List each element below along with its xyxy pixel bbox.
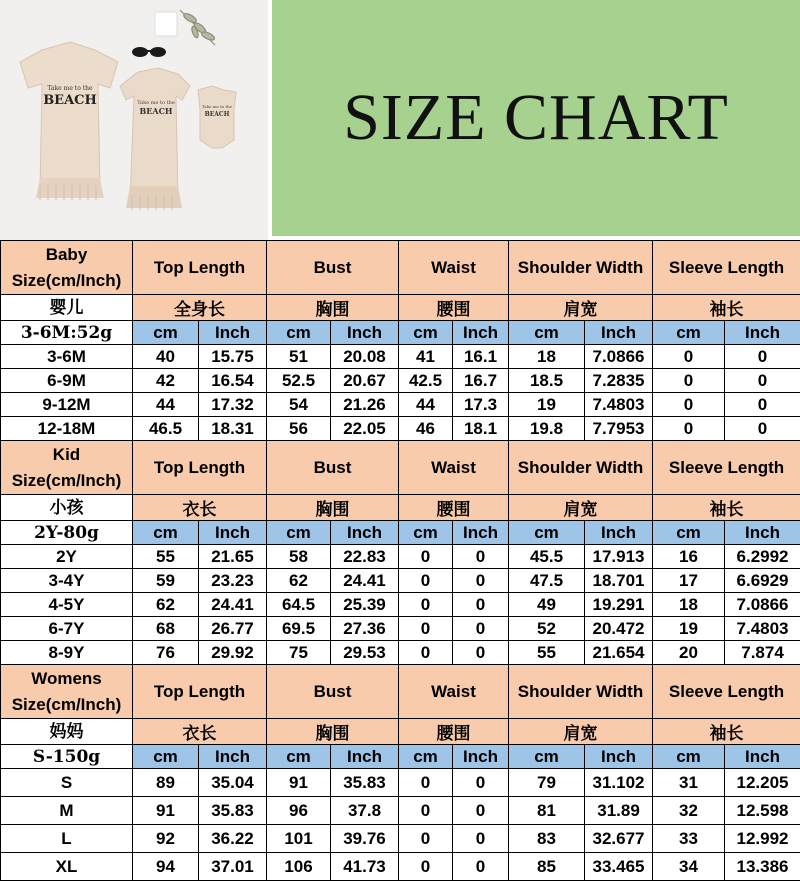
unit-header: cm bbox=[653, 521, 725, 545]
table-cell: 19 bbox=[653, 617, 725, 641]
unit-header: cm bbox=[399, 321, 453, 345]
column-header-cn: 衣长 bbox=[133, 495, 267, 521]
size-label: L bbox=[1, 825, 133, 853]
table-cell: 35.83 bbox=[331, 769, 399, 797]
table-cell: 15.75 bbox=[199, 345, 267, 369]
table-cell: 42.5 bbox=[399, 369, 453, 393]
table-cell: 91 bbox=[267, 769, 331, 797]
table-cell: 31.89 bbox=[585, 797, 653, 825]
unit-header: cm bbox=[133, 321, 199, 345]
product-photo bbox=[0, 0, 268, 240]
table-row bbox=[1, 617, 800, 641]
table-cell: 34 bbox=[653, 853, 725, 881]
table-cell: 18.701 bbox=[585, 569, 653, 593]
column-header: Waist bbox=[399, 241, 509, 295]
svg-text:Take me to the: Take me to the bbox=[137, 100, 175, 106]
section-cn-row bbox=[1, 495, 800, 521]
column-header: Shoulder Width bbox=[509, 665, 653, 719]
table-cell: 32 bbox=[653, 797, 725, 825]
banner-title: SIZE CHART bbox=[343, 80, 729, 156]
table-cell: 92 bbox=[133, 825, 199, 853]
column-header: Shoulder Width bbox=[509, 441, 653, 495]
table-cell: 23.23 bbox=[199, 569, 267, 593]
table-cell: 0 bbox=[399, 825, 453, 853]
baby-romper bbox=[198, 86, 236, 148]
column-header: Sleeve Length bbox=[653, 441, 800, 495]
table-cell: 0 bbox=[399, 545, 453, 569]
size-label: 8-9Y bbox=[1, 641, 133, 665]
section-unit-row bbox=[1, 321, 800, 345]
unit-header: Inch bbox=[585, 521, 653, 545]
column-header-cn: 胸围 bbox=[267, 495, 399, 521]
unit-header: Inch bbox=[453, 521, 509, 545]
section-unit-row bbox=[1, 745, 800, 769]
table-cell: 7.874 bbox=[725, 641, 800, 665]
table-cell: 89 bbox=[133, 769, 199, 797]
table-cell: 51 bbox=[267, 345, 331, 369]
table-cell: 18.31 bbox=[199, 417, 267, 441]
table-cell: 55 bbox=[509, 641, 585, 665]
column-header: Bust bbox=[267, 241, 399, 295]
section-cn-row bbox=[1, 295, 800, 321]
table-cell: 29.92 bbox=[199, 641, 267, 665]
table-cell: 18 bbox=[653, 593, 725, 617]
table-row bbox=[1, 393, 800, 417]
table-row bbox=[1, 345, 800, 369]
table-cell: 13.386 bbox=[725, 853, 800, 881]
table-cell: 16.7 bbox=[453, 369, 509, 393]
column-header-cn: 袖长 bbox=[653, 295, 800, 321]
table-cell: 75 bbox=[267, 641, 331, 665]
table-cell: 21.654 bbox=[585, 641, 653, 665]
size-label: 4-5Y bbox=[1, 593, 133, 617]
unit-header: Inch bbox=[199, 521, 267, 545]
section-cn-label: 婴儿 bbox=[1, 295, 133, 321]
table-cell: 0 bbox=[725, 345, 800, 369]
section-title-line2: Size(cm/Inch) bbox=[1, 468, 132, 494]
table-cell: 21.65 bbox=[199, 545, 267, 569]
table-cell: 55 bbox=[133, 545, 199, 569]
section-title bbox=[1, 441, 133, 495]
table-cell: 42 bbox=[133, 369, 199, 393]
size-label: 6-7Y bbox=[1, 617, 133, 641]
unit-header: Inch bbox=[725, 745, 800, 769]
table-cell: 59 bbox=[133, 569, 199, 593]
table-cell: 24.41 bbox=[331, 569, 399, 593]
table-cell: 44 bbox=[133, 393, 199, 417]
table-cell: 16.1 bbox=[453, 345, 509, 369]
table-cell: 33 bbox=[653, 825, 725, 853]
section-header-row bbox=[1, 441, 800, 495]
table-cell: 41 bbox=[399, 345, 453, 369]
column-header: Bust bbox=[267, 665, 399, 719]
table-cell: 7.0866 bbox=[725, 593, 800, 617]
table-cell: 17 bbox=[653, 569, 725, 593]
table-cell: 7.0866 bbox=[585, 345, 653, 369]
svg-text:BEACH: BEACH bbox=[140, 106, 173, 116]
column-header-cn: 袖长 bbox=[653, 495, 800, 521]
table-cell: 17.32 bbox=[199, 393, 267, 417]
table-cell: 0 bbox=[453, 593, 509, 617]
table-cell: 46.5 bbox=[133, 417, 199, 441]
table-cell: 36.22 bbox=[199, 825, 267, 853]
column-header: Top Length bbox=[133, 441, 267, 495]
table-cell: 31 bbox=[653, 769, 725, 797]
column-header-cn: 肩宽 bbox=[509, 295, 653, 321]
table-row bbox=[1, 369, 800, 393]
table-cell: 68 bbox=[133, 617, 199, 641]
table-cell: 0 bbox=[653, 417, 725, 441]
column-header: Top Length bbox=[133, 241, 267, 295]
unit-header: cm bbox=[133, 521, 199, 545]
table-cell: 0 bbox=[653, 369, 725, 393]
product-illustration bbox=[0, 0, 268, 240]
table-cell: 20.08 bbox=[331, 345, 399, 369]
unit-header: cm bbox=[509, 745, 585, 769]
column-header-cn: 胸围 bbox=[267, 719, 399, 745]
table-cell: 16 bbox=[653, 545, 725, 569]
table-cell: 12.205 bbox=[725, 769, 800, 797]
svg-text:Take me to the: Take me to the bbox=[47, 85, 93, 92]
column-header-cn: 胸围 bbox=[267, 295, 399, 321]
table-row bbox=[1, 797, 800, 825]
table-cell: 0 bbox=[725, 393, 800, 417]
section-cn-row bbox=[1, 719, 800, 745]
section-sub-label: 2Y-80g bbox=[1, 521, 133, 545]
unit-header: Inch bbox=[725, 321, 800, 345]
table-cell: 7.4803 bbox=[585, 393, 653, 417]
table-cell: 19.8 bbox=[509, 417, 585, 441]
size-chart-banner bbox=[272, 0, 800, 236]
unit-header: cm bbox=[267, 321, 331, 345]
section-sub-label: S-150g bbox=[1, 745, 133, 769]
table-cell: 0 bbox=[399, 797, 453, 825]
table-cell: 76 bbox=[133, 641, 199, 665]
unit-header: Inch bbox=[453, 321, 509, 345]
section-header-row bbox=[1, 665, 800, 719]
table-row bbox=[1, 593, 800, 617]
table-cell: 25.39 bbox=[331, 593, 399, 617]
table-cell: 45.5 bbox=[509, 545, 585, 569]
unit-header: Inch bbox=[331, 321, 399, 345]
size-label: 12-18M bbox=[1, 417, 133, 441]
size-label: S bbox=[1, 769, 133, 797]
table-cell: 62 bbox=[133, 593, 199, 617]
unit-header: cm bbox=[509, 521, 585, 545]
column-header-cn: 全身长 bbox=[133, 295, 267, 321]
svg-text:Take me to the: Take me to the bbox=[202, 104, 233, 109]
table-cell: 41.73 bbox=[331, 853, 399, 881]
unit-header: Inch bbox=[331, 521, 399, 545]
table-cell: 44 bbox=[399, 393, 453, 417]
table-cell: 85 bbox=[509, 853, 585, 881]
table-cell: 64.5 bbox=[267, 593, 331, 617]
table-cell: 22.05 bbox=[331, 417, 399, 441]
table-cell: 20.472 bbox=[585, 617, 653, 641]
table-row bbox=[1, 769, 800, 797]
size-label: 3-4Y bbox=[1, 569, 133, 593]
table-cell: 31.102 bbox=[585, 769, 653, 797]
size-label: M bbox=[1, 797, 133, 825]
table-cell: 79 bbox=[509, 769, 585, 797]
column-header-cn: 腰围 bbox=[399, 719, 509, 745]
unit-header: cm bbox=[267, 521, 331, 545]
table-cell: 20 bbox=[653, 641, 725, 665]
column-header-cn: 袖长 bbox=[653, 719, 800, 745]
table-cell: 37.01 bbox=[199, 853, 267, 881]
table-cell: 101 bbox=[267, 825, 331, 853]
unit-header: Inch bbox=[585, 321, 653, 345]
unit-header: Inch bbox=[199, 745, 267, 769]
table-cell: 40 bbox=[133, 345, 199, 369]
unit-header: cm bbox=[653, 745, 725, 769]
column-header: Bust bbox=[267, 441, 399, 495]
table-cell: 6.2992 bbox=[725, 545, 800, 569]
unit-header: cm bbox=[267, 745, 331, 769]
section-title-line1: Baby bbox=[1, 242, 132, 268]
table-cell: 7.4803 bbox=[725, 617, 800, 641]
column-header-cn: 腰围 bbox=[399, 295, 509, 321]
table-cell: 47.5 bbox=[509, 569, 585, 593]
unit-header: cm bbox=[133, 745, 199, 769]
table-cell: 29.53 bbox=[331, 641, 399, 665]
table-cell: 24.41 bbox=[199, 593, 267, 617]
table-cell: 19 bbox=[509, 393, 585, 417]
size-label: 2Y bbox=[1, 545, 133, 569]
table-cell: 0 bbox=[725, 369, 800, 393]
column-header: Sleeve Length bbox=[653, 241, 800, 295]
table-cell: 81 bbox=[509, 797, 585, 825]
table-cell: 52 bbox=[509, 617, 585, 641]
size-label: 3-6M bbox=[1, 345, 133, 369]
column-header: Waist bbox=[399, 665, 509, 719]
column-header-cn: 腰围 bbox=[399, 495, 509, 521]
table-cell: 49 bbox=[509, 593, 585, 617]
table-row bbox=[1, 853, 800, 881]
table-cell: 83 bbox=[509, 825, 585, 853]
unit-header: Inch bbox=[453, 745, 509, 769]
table-row bbox=[1, 417, 800, 441]
unit-header: Inch bbox=[725, 521, 800, 545]
unit-header: cm bbox=[653, 321, 725, 345]
unit-header: cm bbox=[399, 745, 453, 769]
table-cell: 0 bbox=[653, 393, 725, 417]
table-cell: 46 bbox=[399, 417, 453, 441]
table-cell: 0 bbox=[453, 545, 509, 569]
unit-header: Inch bbox=[199, 321, 267, 345]
table-cell: 32.677 bbox=[585, 825, 653, 853]
table-cell: 33.465 bbox=[585, 853, 653, 881]
section-title-line1: Womens bbox=[1, 666, 132, 692]
table-cell: 7.2835 bbox=[585, 369, 653, 393]
section-title bbox=[1, 665, 133, 719]
svg-text:BEACH: BEACH bbox=[205, 111, 230, 118]
table-cell: 0 bbox=[453, 617, 509, 641]
column-header-cn: 肩宽 bbox=[509, 495, 653, 521]
table-cell: 19.291 bbox=[585, 593, 653, 617]
table-cell: 17.913 bbox=[585, 545, 653, 569]
svg-text:BEACH: BEACH bbox=[43, 93, 97, 108]
table-cell: 22.83 bbox=[331, 545, 399, 569]
column-header: Shoulder Width bbox=[509, 241, 653, 295]
table-cell: 0 bbox=[725, 417, 800, 441]
table-cell: 20.67 bbox=[331, 369, 399, 393]
table-cell: 35.83 bbox=[199, 797, 267, 825]
unit-header: Inch bbox=[331, 745, 399, 769]
section-unit-row bbox=[1, 521, 800, 545]
table-cell: 7.7953 bbox=[585, 417, 653, 441]
column-header-cn: 衣长 bbox=[133, 719, 267, 745]
table-cell: 26.77 bbox=[199, 617, 267, 641]
table-cell: 16.54 bbox=[199, 369, 267, 393]
table-cell: 35.04 bbox=[199, 769, 267, 797]
table-cell: 58 bbox=[267, 545, 331, 569]
table-cell: 54 bbox=[267, 393, 331, 417]
table-cell: 91 bbox=[133, 797, 199, 825]
column-header-cn: 肩宽 bbox=[509, 719, 653, 745]
table-cell: 18 bbox=[509, 345, 585, 369]
table-cell: 37.8 bbox=[331, 797, 399, 825]
size-label: XL bbox=[1, 853, 133, 881]
table-cell: 6.6929 bbox=[725, 569, 800, 593]
size-label: 6-9M bbox=[1, 369, 133, 393]
table-cell: 69.5 bbox=[267, 617, 331, 641]
table-cell: 0 bbox=[399, 593, 453, 617]
table-cell: 0 bbox=[399, 569, 453, 593]
table-cell: 18.5 bbox=[509, 369, 585, 393]
table-cell: 0 bbox=[453, 769, 509, 797]
section-cn-label: 小孩 bbox=[1, 495, 133, 521]
table-row bbox=[1, 825, 800, 853]
table-cell: 0 bbox=[399, 617, 453, 641]
table-cell: 0 bbox=[453, 853, 509, 881]
size-label: 9-12M bbox=[1, 393, 133, 417]
table-row bbox=[1, 569, 800, 593]
table-cell: 21.26 bbox=[331, 393, 399, 417]
table-cell: 0 bbox=[453, 797, 509, 825]
table-cell: 96 bbox=[267, 797, 331, 825]
unit-header: cm bbox=[509, 321, 585, 345]
table-cell: 39.76 bbox=[331, 825, 399, 853]
table-cell: 0 bbox=[653, 345, 725, 369]
table-row bbox=[1, 641, 800, 665]
section-title-line2: Size(cm/Inch) bbox=[1, 692, 132, 718]
table-cell: 12.598 bbox=[725, 797, 800, 825]
section-title-line2: Size(cm/Inch) bbox=[1, 268, 132, 294]
table-cell: 52.5 bbox=[267, 369, 331, 393]
table-cell: 18.1 bbox=[453, 417, 509, 441]
column-header: Top Length bbox=[133, 665, 267, 719]
table-cell: 0 bbox=[453, 825, 509, 853]
section-title-line1: Kid bbox=[1, 442, 132, 468]
unit-header: cm bbox=[399, 521, 453, 545]
section-sub-label: 3-6M:52g bbox=[1, 321, 133, 345]
section-cn-label: 妈妈 bbox=[1, 719, 133, 745]
table-cell: 12.992 bbox=[725, 825, 800, 853]
table-cell: 62 bbox=[267, 569, 331, 593]
column-header: Waist bbox=[399, 441, 509, 495]
section-title bbox=[1, 241, 133, 295]
table-row bbox=[1, 545, 800, 569]
column-header: Sleeve Length bbox=[653, 665, 800, 719]
table-cell: 0 bbox=[399, 769, 453, 797]
tag-card bbox=[155, 12, 177, 36]
table-cell: 0 bbox=[453, 641, 509, 665]
table-cell: 106 bbox=[267, 853, 331, 881]
table-cell: 0 bbox=[453, 569, 509, 593]
table-cell: 17.3 bbox=[453, 393, 509, 417]
table-cell: 94 bbox=[133, 853, 199, 881]
table-cell: 0 bbox=[399, 853, 453, 881]
unit-header: Inch bbox=[585, 745, 653, 769]
section-header-row bbox=[1, 241, 800, 295]
table-cell: 0 bbox=[399, 641, 453, 665]
size-chart-table bbox=[0, 240, 800, 881]
table-cell: 56 bbox=[267, 417, 331, 441]
table-cell: 27.36 bbox=[331, 617, 399, 641]
